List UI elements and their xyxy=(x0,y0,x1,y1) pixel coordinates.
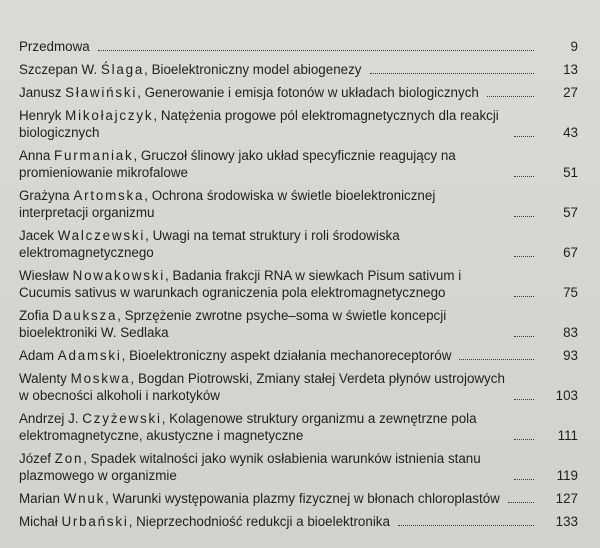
toc-entry xyxy=(19,61,578,78)
dot-leader xyxy=(514,176,534,177)
author-surname: Czyżewski xyxy=(82,411,162,426)
entry-title: , Nieprzechodniość redukcji a bioelektronika xyxy=(128,514,390,529)
page-number: 127 xyxy=(555,491,578,506)
toc-entry xyxy=(19,84,578,101)
entry-title: , Warunki występowania plazmy fizycznej w błonach chloroplastów xyxy=(105,491,500,506)
author-first-name: Henryk xyxy=(19,108,62,123)
author-surname: Sławiński xyxy=(65,85,138,100)
entry-text xyxy=(19,227,506,261)
dot-leader xyxy=(514,479,534,480)
entry-title: , Sprzężenie zwrotne psyche–soma w świetle koncepcji bioelektroniki W. Sedlaka xyxy=(19,308,447,340)
toc-entry xyxy=(19,347,578,364)
entry-text xyxy=(19,450,506,484)
toc-entry xyxy=(19,187,578,221)
entry-text xyxy=(19,38,90,55)
entry-text xyxy=(19,187,506,221)
entry-text xyxy=(19,267,506,301)
toc-entry xyxy=(19,227,578,261)
dot-leader xyxy=(459,359,534,360)
toc-entry xyxy=(19,267,578,301)
author-first-name: Walenty xyxy=(19,371,67,386)
toc-entry xyxy=(19,410,578,444)
entry-title: , Kolagenowe struktury organizmu a zewnętrzne pola elektromagnetyczne, akustyczne i magnetyczne xyxy=(19,411,477,443)
toc-entry xyxy=(19,38,578,55)
dot-leader xyxy=(514,136,534,137)
page-number: 57 xyxy=(563,205,578,220)
entry-text xyxy=(19,107,506,141)
author-first-name: Janusz xyxy=(19,85,62,100)
entry-title: , Badania frakcji RNA w siewkach Pisum sativum i Cucumis sativus w warunkach ograniczenia pola elektromagnetycznego xyxy=(19,268,462,300)
dot-leader xyxy=(398,525,534,526)
entry-text xyxy=(19,307,506,341)
toc-entry xyxy=(19,513,578,530)
author-surname: Adamski xyxy=(57,348,122,363)
entry-title: Przedmowa xyxy=(19,39,90,54)
dot-leader xyxy=(98,50,534,51)
entry-title: , Spadek witalności jako wynik osłabienia warunków istnienia stanu plazmowego w organizmie xyxy=(19,451,481,483)
author-surname: Walczewski xyxy=(57,228,146,243)
entry-title: , Bioelektroniczny aspekt działania mechanoreceptorów xyxy=(121,348,452,363)
entry-title: , Bioelektroniczny model abiogenezy xyxy=(144,62,362,77)
page-number: 75 xyxy=(563,285,578,300)
dot-leader xyxy=(514,336,534,337)
author-surname: Mikołajczyk xyxy=(65,108,154,123)
entry-title: , Bogdan Piotrowski, Zmiany stałej Verdeta płynów ustrojowych w obecności alkoholi i narkotyków xyxy=(19,371,505,403)
author-first-name: Jacek xyxy=(19,228,54,243)
author-surname: Urbański xyxy=(61,514,129,529)
entry-text xyxy=(19,490,500,507)
page-number: 51 xyxy=(563,165,578,180)
entry-text xyxy=(19,410,506,444)
author-first-name: Marian xyxy=(19,491,60,506)
page-number: 67 xyxy=(563,245,578,260)
page-number: 83 xyxy=(563,325,578,340)
dot-leader xyxy=(514,296,534,297)
toc-entry xyxy=(19,450,578,484)
entry-text xyxy=(19,513,390,530)
toc-entry xyxy=(19,107,578,141)
author-surname: Nowakowski xyxy=(72,268,166,283)
entry-title: , Uwagi na temat struktury i roli środowiska elektromagnetycznego xyxy=(19,228,400,260)
author-first-name: Szczepan W. xyxy=(19,62,98,77)
entry-title: , Gruczoł ślinowy jako układ specyficznie reagujący na promieniowanie mikrofalowe xyxy=(19,148,456,180)
page-number: 93 xyxy=(563,348,578,363)
entry-text xyxy=(19,84,479,101)
dot-leader xyxy=(508,502,534,503)
author-first-name: Anna xyxy=(19,148,51,163)
author-first-name: Zofia xyxy=(19,308,49,323)
dot-leader xyxy=(514,216,534,217)
entry-text xyxy=(19,61,362,78)
dot-leader xyxy=(514,399,534,400)
dot-leader xyxy=(514,439,534,440)
dot-leader xyxy=(370,73,535,74)
entry-title: , Ochrona środowiska w świetle bioelektronicznej interpretacji organizmu xyxy=(19,188,436,220)
author-surname: Dauksza xyxy=(52,308,118,323)
author-first-name: Wiesław xyxy=(19,268,69,283)
page-number: 119 xyxy=(556,468,578,483)
table-of-contents xyxy=(19,38,578,530)
page-number: 9 xyxy=(570,39,578,54)
author-first-name: Józef xyxy=(19,451,52,466)
author-surname: Moskwa xyxy=(70,371,131,386)
page-number: 103 xyxy=(555,388,578,403)
author-surname: Ślaga xyxy=(100,62,145,77)
author-first-name: Adam xyxy=(19,348,54,363)
author-surname: Wnuk xyxy=(63,491,106,506)
author-surname: Furmaniak xyxy=(54,148,134,163)
author-first-name: Grażyna xyxy=(19,188,70,203)
entry-title: , Generowanie i emisja fotonów w układach biologicznych xyxy=(137,85,479,100)
toc-entry xyxy=(19,370,578,404)
author-first-name: Andrzej J. xyxy=(19,411,79,426)
page-number: 27 xyxy=(563,85,578,100)
toc-entry xyxy=(19,307,578,341)
entry-text xyxy=(19,347,451,364)
entry-title: , Natężenia progowe pól elektromagnetycznych dla reakcji biologicznych xyxy=(19,108,499,140)
page-number: 133 xyxy=(555,514,578,529)
entry-text xyxy=(19,370,506,404)
page-number: 13 xyxy=(563,62,578,77)
toc-entry xyxy=(19,490,578,507)
dot-leader xyxy=(487,96,534,97)
entry-text xyxy=(19,147,506,181)
author-surname: Artomska xyxy=(73,188,145,203)
page-number: 43 xyxy=(563,125,578,140)
toc-entry xyxy=(19,147,578,181)
dot-leader xyxy=(514,256,534,257)
author-surname: Zon xyxy=(54,451,84,466)
author-first-name: Michał xyxy=(19,514,58,529)
page-number: 111 xyxy=(557,428,578,443)
